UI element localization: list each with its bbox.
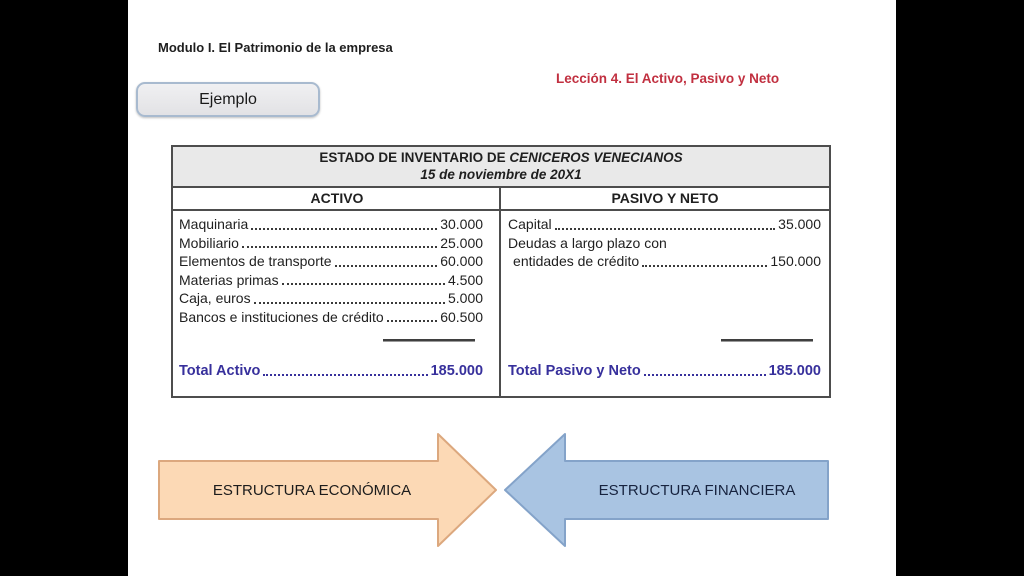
financial-structure-label: ESTRUCTURA FINANCIERA — [598, 481, 796, 499]
dot-leader — [242, 234, 437, 249]
row-value: 150.000 — [770, 253, 821, 269]
total-value: 185.000 — [768, 362, 821, 379]
ejemplo-button[interactable] — [136, 82, 320, 117]
row-label: entidades de crédito — [513, 253, 640, 269]
total-label: Total Pasivo y Neto — [508, 362, 641, 379]
row-value: 60.500 — [440, 308, 484, 325]
inventory-table — [171, 145, 831, 398]
dot-leader — [335, 252, 438, 267]
row-label: Bancos e instituciones de crédito — [179, 308, 384, 325]
total-pasivo-row — [508, 362, 821, 381]
module-title: Modulo I. El Patrimonio de la empresa — [158, 40, 393, 55]
table-title — [173, 147, 829, 188]
row-value: 35.000 — [778, 216, 821, 232]
table-row — [508, 252, 821, 271]
dot-leader — [282, 271, 445, 286]
row-value: 60.000 — [440, 253, 484, 269]
row-value: 5.000 — [447, 290, 484, 306]
row-value: 25.000 — [440, 234, 484, 251]
table-row — [179, 215, 483, 234]
total-activo-row — [179, 362, 483, 381]
table-columns — [173, 188, 829, 396]
total-value: 185.000 — [430, 362, 484, 379]
table-header-row — [173, 188, 829, 211]
row-label: Materias primas — [179, 271, 279, 288]
activo-sum-rule — [383, 339, 475, 342]
table-row — [508, 234, 821, 253]
dot-leader — [254, 289, 445, 304]
dot-leader — [644, 362, 766, 377]
pasivo-sum-rule — [721, 339, 813, 342]
total-label: Total Activo — [179, 362, 261, 379]
dot-leader — [642, 252, 767, 267]
dot-leader — [555, 215, 776, 230]
activo-column-header: ACTIVO — [310, 190, 364, 206]
table-body — [173, 211, 829, 396]
table-title-date: 15 de noviembre de 20X1 — [420, 167, 582, 182]
table-title-prefix: ESTADO DE INVENTARIO DE — [319, 150, 506, 165]
row-label: Maquinaria — [179, 216, 249, 232]
pasivo-column-header: PASIVO Y NETO — [611, 190, 719, 206]
table-row — [179, 234, 483, 253]
row-label: Mobiliario — [179, 234, 239, 251]
slide-canvas — [128, 0, 896, 576]
table-row — [179, 252, 483, 271]
row-label: Caja, euros — [179, 290, 251, 306]
row-value: 30.000 — [440, 216, 484, 232]
dot-leader — [387, 308, 438, 323]
table-row — [179, 308, 483, 327]
pasivo-column — [497, 211, 829, 396]
table-title-line1 — [173, 149, 829, 166]
ejemplo-button-label: Ejemplo — [199, 90, 257, 108]
table-title-company: CENICEROS VENECIANOS — [509, 150, 683, 165]
row-label: Elementos de transporte — [179, 253, 332, 269]
economic-structure-label: ESTRUCTURA ECONÓMICA — [212, 481, 412, 499]
row-label: Capital — [508, 216, 552, 232]
dot-leader — [251, 215, 437, 230]
table-row — [179, 271, 483, 290]
column-divider — [499, 188, 501, 396]
lesson-title: Lección 4. El Activo, Pasivo y Neto — [556, 71, 780, 86]
economic-structure-arrow — [158, 433, 498, 547]
financial-structure-arrow — [503, 433, 829, 547]
row-value: 4.500 — [447, 271, 484, 288]
table-row — [508, 215, 821, 234]
table-row — [179, 289, 483, 308]
activo-column — [173, 211, 497, 396]
dot-leader — [263, 362, 427, 377]
row-label: Deudas a largo plazo con — [508, 234, 667, 251]
